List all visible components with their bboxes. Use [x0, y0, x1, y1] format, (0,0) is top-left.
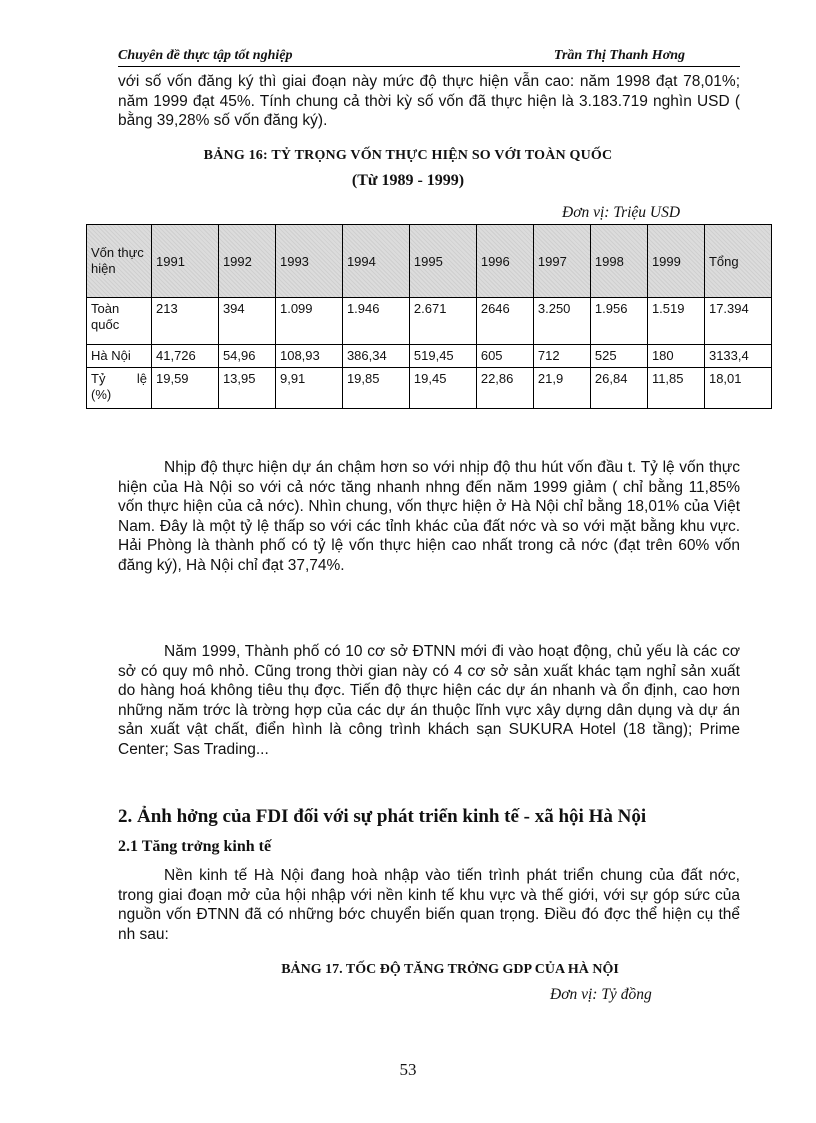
table-cell: 41,726: [152, 345, 219, 368]
table-cell: 1.946: [342, 298, 409, 345]
header-year-cell: 1995: [409, 225, 476, 298]
header-year-cell: 1997: [533, 225, 590, 298]
table16: [86, 224, 772, 409]
header-author: Trần Thị Thanh Hơng: [553, 48, 685, 63]
table-cell: 19,45: [409, 368, 476, 409]
page-number: 53: [399, 1060, 417, 1079]
table-cell: 2646: [476, 298, 533, 345]
table-cell: 525: [590, 345, 647, 368]
table-cell: 213: [152, 298, 219, 345]
table-cell: 1.519: [647, 298, 704, 345]
header-year-cell: 1999: [647, 225, 704, 298]
paragraph-growth: Nền kinh tế Hà Nội đang hoà nhập vào tiến trình phát triển chung của đất nớc, trong giai đoạn mở của hội nhập với nền kinh tế khu vực và thế giới, với sự góp sức của nguồn vốn ĐTNN đã có những bớc chuyển biến quan trọng. Điều đó đợc thể hiện cụ thể nh sau:: [118, 867, 740, 943]
section-heading: 2. Ảnh hởng của FDI đối với sự phát triển kinh tế - xã hội Hà Nội: [118, 806, 647, 827]
table-cell: 108,93: [275, 345, 342, 368]
table-row: [87, 368, 772, 409]
header-year-cell: 1996: [476, 225, 533, 298]
table-cell: 18,01: [704, 368, 771, 409]
row-label-part: lệ: [136, 371, 147, 386]
row-label-part: Tỷ: [91, 371, 106, 386]
table-cell: 605: [476, 345, 533, 368]
paragraph-progress: Nhịp độ thực hiện dự án chậm hơn so với nhịp độ thu hút vốn đầu t. Tỷ lệ vốn thực hiện của Hà Nội so với cả nớc tăng nhanh nhng đến năm 1999 giảm ( chỉ bằng 11,85% vốn thực hiện của cả nớc). Nhìn chung, vốn thực hiện ở Hà Nội chỉ bằng 18,01% của Việt Nam. Đây là một tỷ lệ thấp so với các tỉnh khác của đất nớc và so với mặt bằng khu vực. Hải Phòng là thành phố có tỷ lệ vốn thực hiện cao nhất trong cả nớc (đạt trên 60% vốn đăng ký), Hà Nội chỉ đạt 37,74%.: [118, 459, 740, 574]
table17-unit: Đơn vị: Tỷ đồng: [550, 986, 652, 1003]
table-cell: 386,34: [342, 345, 409, 368]
paragraph-projects: Năm 1999, Thành phố có 10 cơ sở ĐTNN mới đi vào hoạt động, chủ yếu là các cơ sở có quy mô nhỏ. Cũng trong thời gian này có 4 cơ sở sản xuất khác tạm nghỉ sản xuất do hàng hoá không tiêu thụ đợc. Tiến độ thực hiện các dự án nhanh và ổn định, cao hơn những năm trớc là trờng hợp của các dự án thuộc lĩnh vực xây dựng dân dụng và dự án sản xuất vật chất, điển hình là công trình khách sạn SUKURA Hotel (18 tầng); Prime Center; Sas Trading...: [118, 643, 740, 758]
header-document-type: Chuyên đề thực tập tốt nghiệp: [118, 48, 293, 63]
table-cell: 17.394: [704, 298, 771, 345]
row-label: Toàn quốc: [87, 298, 152, 345]
paragraph-intro: với số vốn đăng ký thì giai đoạn này mức độ thực hiện vẫn cao: năm 1998 đạt 78,01%; năm 1999 đạt 45%. Tính chung cả thời kỳ số vốn đã thực hiện là 3.183.719 nghìn USD ( bằng 39,28% số vốn đăng ký).: [118, 73, 740, 129]
header-year-cell: 1994: [342, 225, 409, 298]
table-cell: 394: [218, 298, 275, 345]
table-cell: 22,86: [476, 368, 533, 409]
table-cell: 13,95: [218, 368, 275, 409]
table-cell: 1.099: [275, 298, 342, 345]
table-row: [87, 298, 772, 345]
table-cell: 2.671: [409, 298, 476, 345]
table16-title: BẢNG 16: TỶ TRỌNG VỐN THỰC HIỆN SO VỚI TOÀN QUỐC: [203, 148, 613, 163]
table-cell: 712: [533, 345, 590, 368]
header-year-cell: 1992: [218, 225, 275, 298]
table-cell: 9,91: [275, 368, 342, 409]
table17-title: BẢNG 17. TỐC ĐỘ TĂNG TRỞNG GDP CỦA HÀ NỘI: [281, 962, 619, 977]
row-label-part: (%): [91, 387, 112, 402]
table-header-row: [87, 225, 772, 298]
table16-unit: Đơn vị: Triệu USD: [562, 204, 681, 221]
header-year-cell: 1998: [590, 225, 647, 298]
table-cell: 1.956: [590, 298, 647, 345]
page-header: [118, 46, 740, 67]
table-cell: 180: [647, 345, 704, 368]
table-cell: 3.250: [533, 298, 590, 345]
table-cell: 519,45: [409, 345, 476, 368]
header-year-cell: 1993: [275, 225, 342, 298]
table-cell: 3133,4: [704, 345, 771, 368]
table-row: [87, 345, 772, 368]
row-label: [87, 368, 152, 409]
header-label-cell: Vốn thực hiện: [87, 225, 152, 298]
header-year-cell: 1991: [152, 225, 219, 298]
table16-subtitle: (Từ 1989 - 1999): [351, 172, 465, 189]
table-cell: 21,9: [533, 368, 590, 409]
subsection-heading: 2.1 Tăng trởng kinh tế: [118, 838, 272, 855]
row-label: Hà Nội: [87, 345, 152, 368]
table-cell: 19,59: [152, 368, 219, 409]
table-cell: 19,85: [342, 368, 409, 409]
header-total-cell: Tổng: [704, 225, 771, 298]
table-cell: 54,96: [218, 345, 275, 368]
table-cell: 11,85: [647, 368, 704, 409]
table-cell: 26,84: [590, 368, 647, 409]
